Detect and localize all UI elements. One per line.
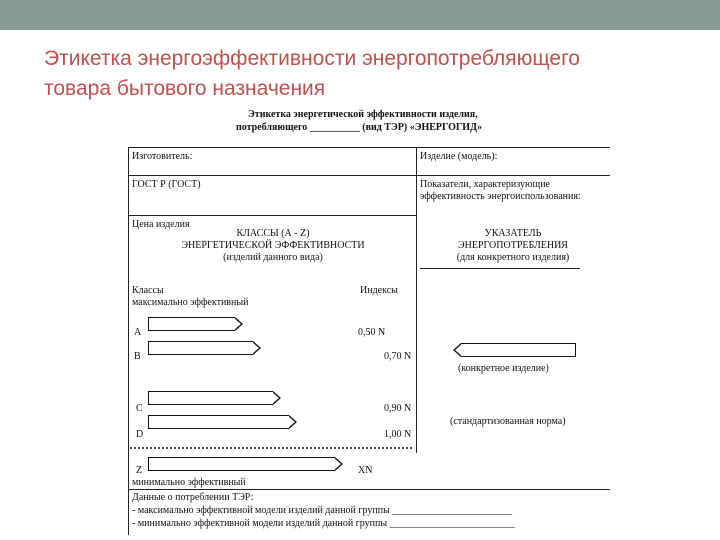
gost-field: ГОСТ Р (ГОСТ) [132, 179, 201, 190]
classes-title-line-1: КЛАССЫ (А - Z) [236, 228, 310, 239]
class-letter: B [134, 351, 141, 362]
energy-label [128, 105, 618, 535]
consumption-title: Данные о потреблении ТЭР: [132, 492, 254, 503]
indicator-title-line-1: УКАЗАТЕЛЬ [484, 228, 542, 239]
class-letter: A [134, 327, 142, 338]
frame-line [128, 147, 610, 148]
class-arrow-z [148, 457, 335, 471]
frame-line [128, 147, 129, 535]
row-divider [128, 489, 610, 490]
top-banner [0, 0, 720, 30]
indices-label: Индексы [360, 285, 398, 296]
class-letter: Z [136, 465, 143, 476]
product-model-field: Изделие (модель): [420, 151, 498, 162]
class-arrow-c [148, 391, 273, 405]
standard-norm-label: (стандартизованная норма) [450, 416, 566, 427]
frame-line [416, 147, 417, 453]
classes-label: Классы [132, 285, 164, 296]
dotted-separator [130, 447, 412, 449]
classes-title-line-3: (изделий данного вида) [223, 252, 323, 263]
consumption-max: - максимально эффективной модели изделий данной группы ________________________ [132, 505, 513, 516]
indicators-line-1: Показатели, характеризующие [420, 179, 550, 190]
class-index: 0,50 N [358, 327, 386, 338]
row-divider [128, 175, 610, 176]
class-arrow-a [148, 317, 235, 331]
class-index: 1,00 N [384, 429, 412, 440]
specific-product-label: (конкретное изделие) [458, 363, 549, 374]
indicator-title-line-2: ЭНЕРГОПОТРЕБЛЕНИЯ [458, 240, 568, 251]
slide-title [44, 44, 684, 104]
slide-title-line-2: товара бытового назначения [44, 77, 326, 100]
class-arrow-b [148, 341, 253, 355]
class-index: XN [358, 465, 373, 476]
consumption-min: - минимально эффективной модели изделий данной группы _________________________ [132, 518, 515, 529]
class-letter: C [136, 403, 143, 414]
classes-title-line-2: ЭНЕРГЕТИЧЕСКОЙ ЭФФЕКТИВНОСТИ [181, 240, 365, 251]
max-efficient-label: максимально эффективный [132, 297, 249, 308]
class-index: 0,70 N [384, 351, 412, 362]
class-arrow-d [148, 415, 289, 429]
class-letter: D [136, 429, 144, 440]
price-field: Цена изделия [132, 219, 190, 230]
indicators-line-2: эффективность энергоиспользования: [420, 191, 581, 202]
row-divider [128, 215, 416, 216]
manufacturer-field: Изготовитель: [132, 151, 193, 162]
label-header-line-2: потребляющего __________ (вид ТЭР) «ЭНЕРГОГИД» [236, 122, 482, 133]
slide-title-line-1: Этикетка энергоэффективности энергопотребляющего [44, 47, 580, 70]
min-efficient-label: минимально эффективный [132, 477, 246, 488]
indicator-title-line-3: (для конкретного изделия) [456, 252, 570, 263]
indicator-underline [420, 268, 580, 269]
class-index: 0,90 N [384, 403, 412, 414]
indicator-pointer-arrow [461, 343, 576, 357]
label-header-line-1: Этикетка энергетической эффективности изделия, [248, 109, 478, 120]
